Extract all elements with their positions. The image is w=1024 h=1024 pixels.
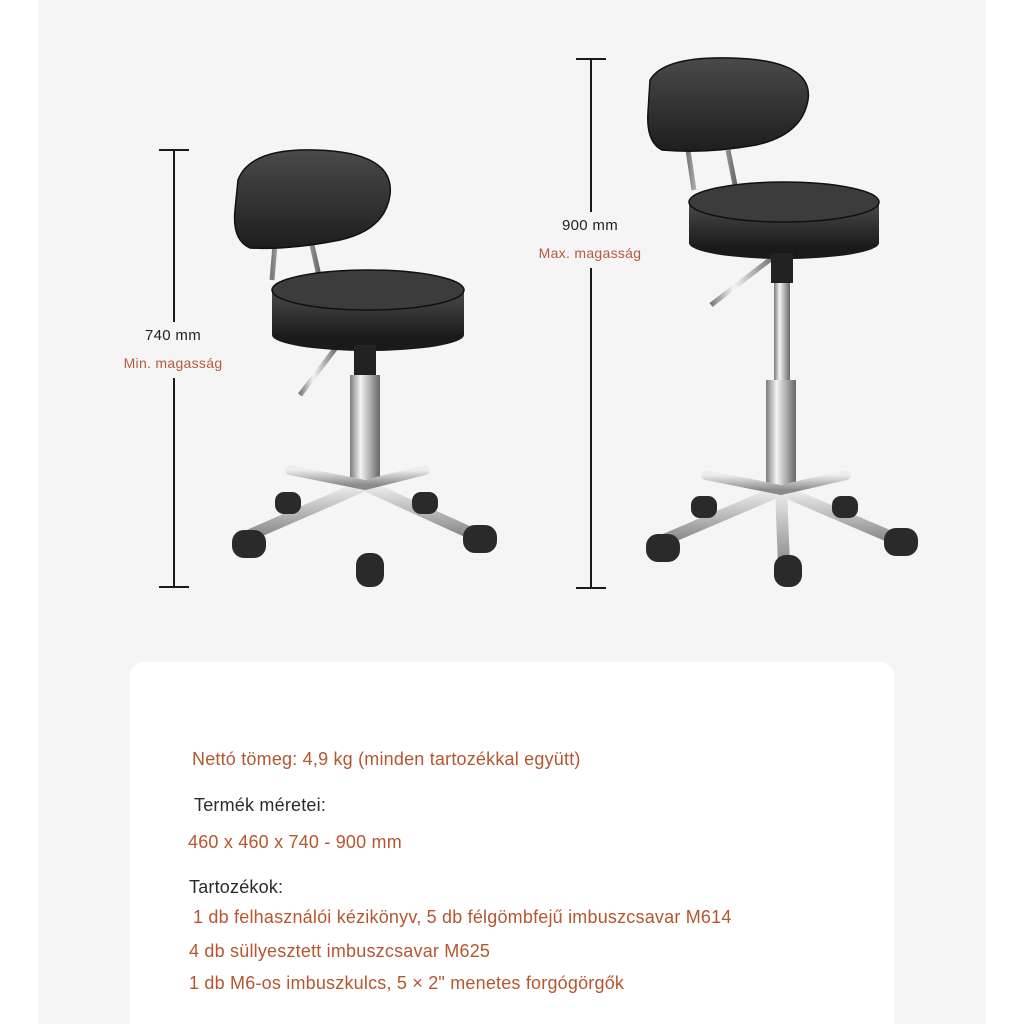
- net-weight-text: Nettó tömeg: 4,9 kg (minden tartozékkal együtt): [192, 749, 581, 769]
- accessory-item: 1 db felhasználói kézikönyv, 5 db félgömbfejű imbuszcsavar M614: [193, 907, 732, 927]
- max-height-value: 900 mm: [562, 217, 618, 234]
- stool-chair-high-image: [636, 50, 936, 600]
- stool-chair-low-image: [220, 140, 520, 600]
- max-height-label: Max. magasság: [538, 245, 642, 261]
- min-height-cap-bottom: [159, 586, 189, 588]
- min-height-cap-top: [159, 149, 189, 151]
- product-dimensions-value: 460 x 460 x 740 - 900 mm: [188, 832, 402, 852]
- min-height-value: 740 mm: [145, 327, 201, 344]
- accessory-item: 4 db süllyesztett imbuszcsavar M625: [189, 941, 491, 961]
- accessories-heading: Tartozékok:: [189, 877, 284, 897]
- max-height-line: [590, 59, 592, 588]
- accessory-item: 1 db M6-os imbuszkulcs, 5 × 2" menetes forgógörgők: [189, 973, 625, 993]
- product-dimensions-heading: Termék méretei:: [194, 795, 327, 815]
- max-height-cap-top: [576, 58, 606, 60]
- max-height-cap-bottom: [576, 587, 606, 589]
- min-height-label: Min. magasság: [123, 355, 223, 371]
